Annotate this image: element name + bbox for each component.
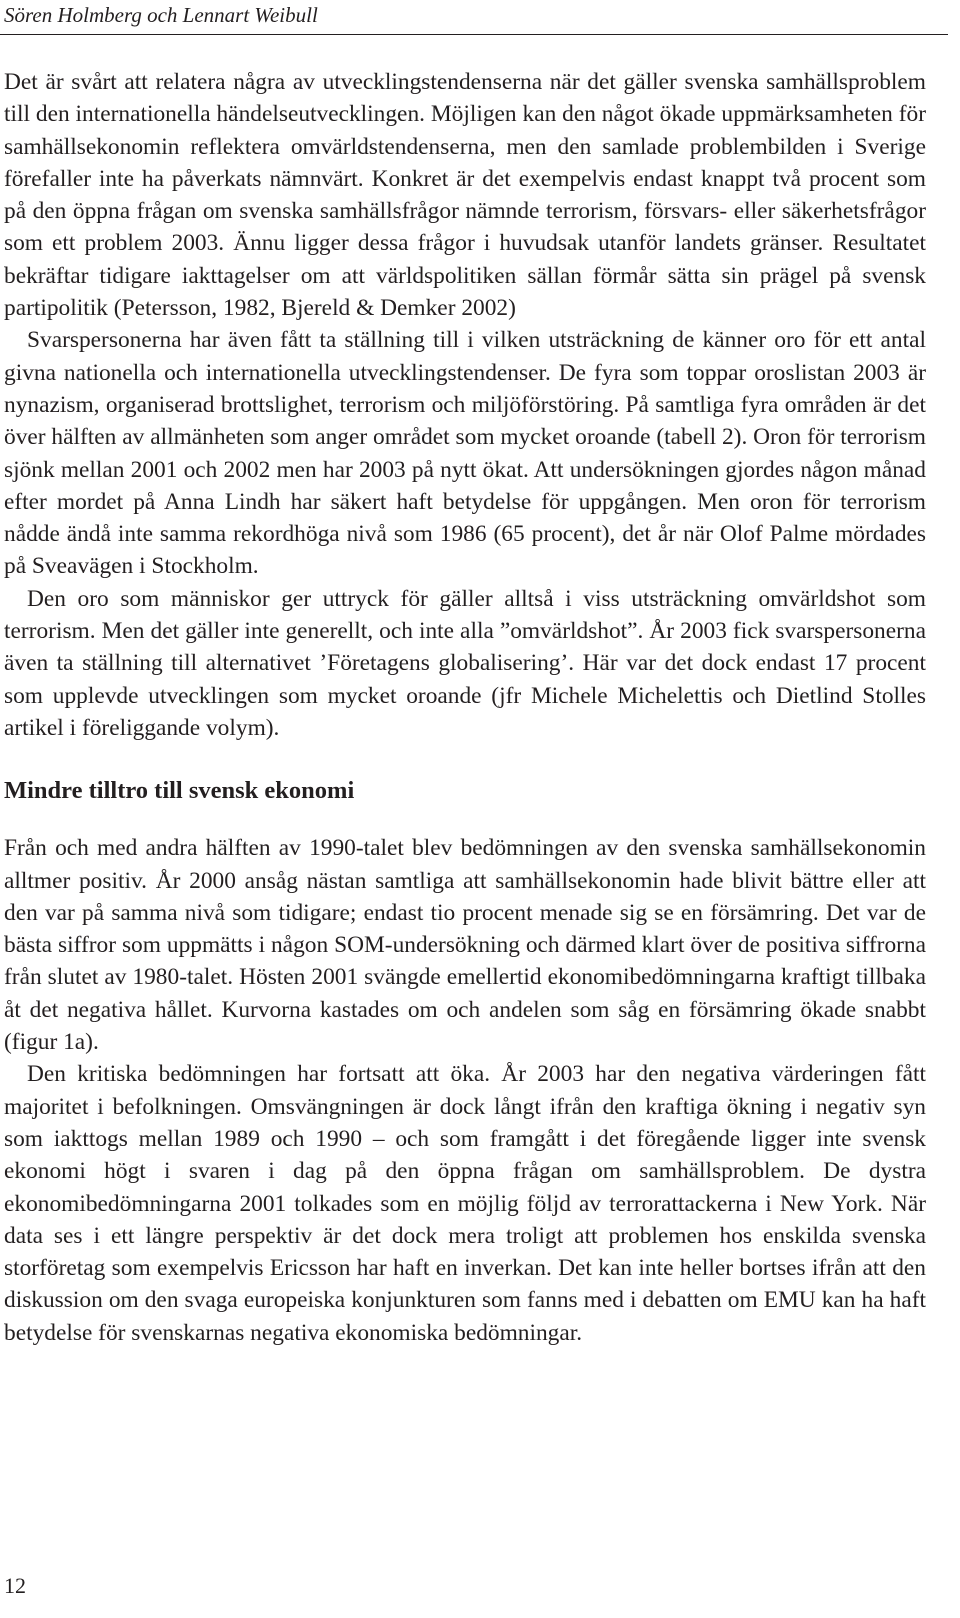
header-rule <box>0 34 948 35</box>
running-header-authors: Sören Holmberg och Lennart Weibull <box>4 3 318 27</box>
body-text <box>4 66 926 1349</box>
paragraph-3: Den oro som människor ger uttryck för gäller alltså i viss utsträckning omvärldshot som terrorism. Men det gäller inte generellt, och inte alla ”omvärldshot”. År 2003 fick svarspersonerna även ta ställning till alternativet ’Företagens globalisering’. Här var det dock endast 17 procent som upplevde utvecklingen som mycket oroande (jfr Michele Michelettis och Dietlind Stolles artikel i föreliggande volym). <box>4 585 926 741</box>
section-heading: Mindre tilltro till svensk ekonomi <box>4 777 355 805</box>
page-number: 12 <box>4 1573 26 1598</box>
paragraph-2: Svarspersonerna har även fått ta ställning till i vilken utsträckning de känner oro för ett antal givna nationella och internationella utvecklingstendenser. De fyra som toppar oroslistan 2003 är nynazism, organiserad brottslighet, terrorism och miljöförstöring. På samtliga fyra områden är det över hälften av allmänheten som anger området som mycket oroande (tabell 2). Oron för terrorism sjönk mellan 2001 och 2002 men har 2003 på nytt ökat. Att undersökningen gjordes någon månad efter mordet på Anna Lindh har säkert haft betydelse för uppgången. Men oron för terrorism nådde ändå inte samma rekordhöga nivå som 1986 (65 procent), det år när Olof Palme mördades på Sveavägen i Stockholm. <box>4 327 926 580</box>
section-paragraph-1: Från och med andra hälften av 1990-talet blev bedömningen av den svenska samhällsekonomin alltmer positiv. År 2000 ansåg nästan samtliga att samhällsekonomin hade blivit bättre eller att den var på samma nivå som tidigare; endast tio procent menade sig se en försämring. Det var de bästa siffror som uppmätts i någon SOM-undersökning och därmed klart över de positiva siffrorna från slutet av 1980-talet. Hösten 2001 svängde emellertid ekonomibedömningarna kraftigt tillbaka åt det negativa hållet. Kurvorna kastades om och andelen som såg en försämring ökade snabbt (figur 1a). <box>4 835 926 1056</box>
paragraph-1: Det är svårt att relatera några av utvecklingstendenserna när det gäller svenska samhällsproblem till den internationella händelseutvecklingen. Möjligen kan den något ökade uppmärksamheten för samhällsekonomin reflektera omvärldstendenserna, men den samlade problembilden i Sverige förefaller inte ha påverkats nämnvärt. Konkret är det exempelvis endast knappt två procent som på den öppna frågan om svenska samhällsfrågor nämnde terrorism, försvars- eller säkerhetsfrågor som ett problem 2003. Ännu ligger dessa frågor i huvudsak utanför landets gränser. Resultatet bekräftar tidigare iakttagelser om att världspolitiken sällan förmår sätta sin prägel på svensk partipolitik (Petersson, 1982, Bjereld & Demker 2002) <box>4 69 926 322</box>
section-paragraph-2: Den kritiska bedömningen har fortsatt att öka. År 2003 har den negativa värderingen fått majoritet i befolkningen. Omsvängningen är dock långt ifrån den kraftiga ökning i negativ syn som iakttogs mellan 1989 och 1990 – och som framgått i det föregående ligger inte svensk ekonomi högt i svaren i dag på den öppna frågan om samhällsproblem. De dystra ekonomibedömningarna 2001 tolkades som en möjlig följd av terrorattackerna i New York. När data ses i ett längre perspektiv är det dock mera troligt att problemen hos enskilda svenska storföretag som exempelvis Ericsson har haft en inverkan. Det kan inte heller bortses ifrån att den diskussion om den svaga europeiska konjunkturen som fanns med i debatten om EMU kan ha haft betydelse för svenskarnas negativa ekonomiska bedömningar. <box>4 1061 926 1346</box>
